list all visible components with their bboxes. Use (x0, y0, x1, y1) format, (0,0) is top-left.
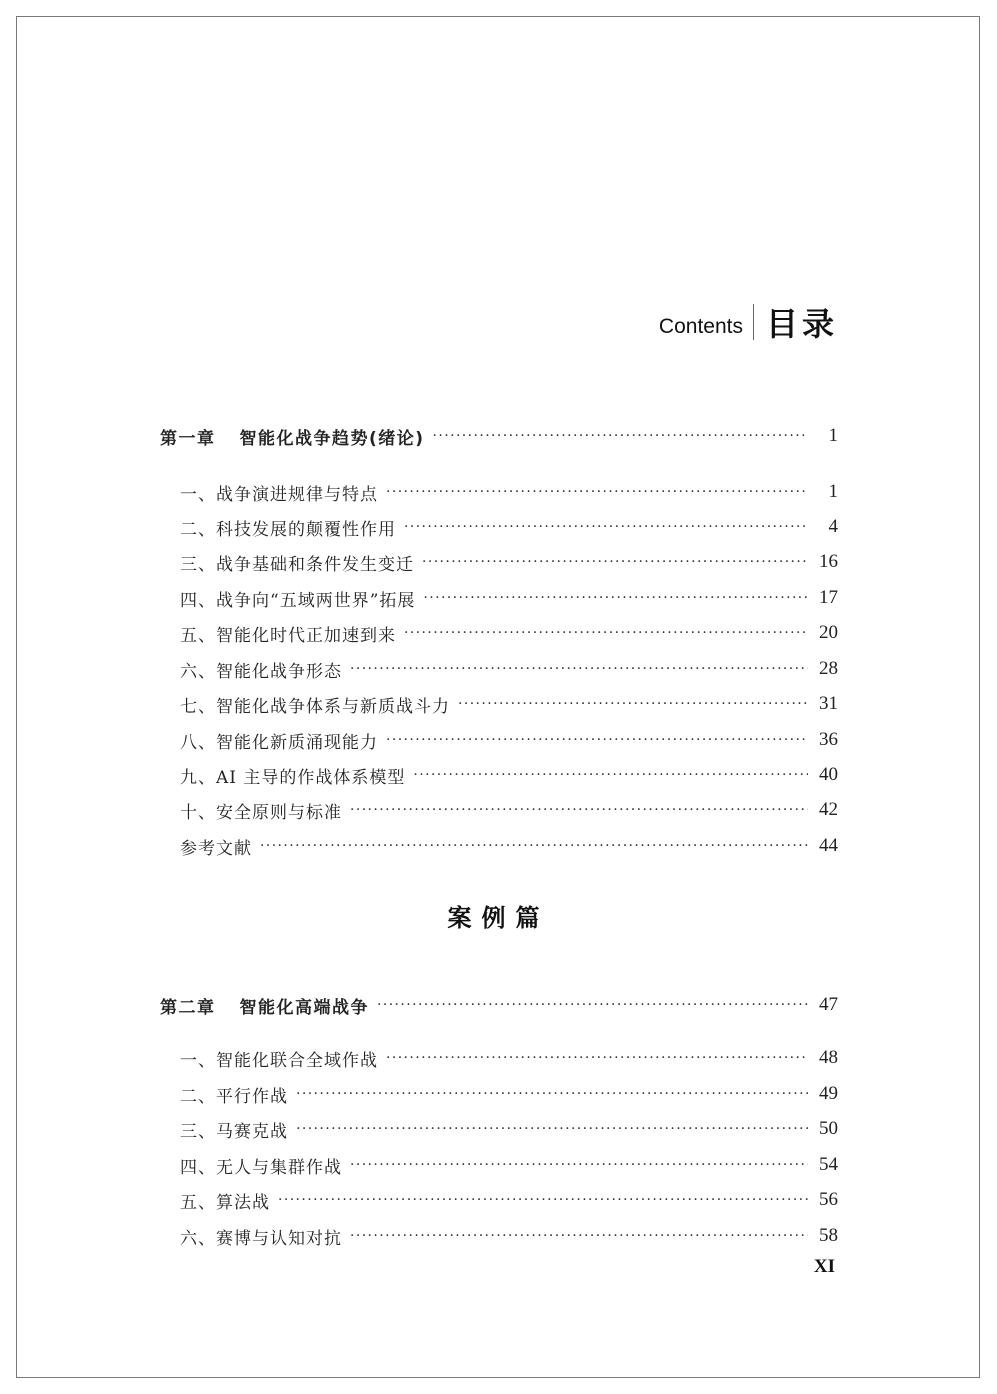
toc-item[interactable] (180, 1116, 838, 1142)
page-number: 1 (828, 425, 838, 446)
dot-leader (350, 1226, 808, 1246)
toc-item[interactable] (180, 797, 838, 823)
item-title: 五、智能化时代正加速到来 (180, 625, 396, 646)
toc-item[interactable] (180, 585, 838, 611)
item-title: 二、平行作战 (180, 1086, 288, 1107)
toc-chapter-2[interactable] (160, 992, 838, 1018)
dot-leader (350, 659, 808, 679)
item-title: 一、战争演进规律与特点 (180, 484, 378, 505)
header-chinese-title: 目录 (765, 305, 838, 343)
item-title: 一、智能化联合全域作战 (180, 1050, 378, 1071)
dot-leader (260, 836, 808, 856)
page-number: 56 (819, 1189, 838, 1210)
page-number: 44 (819, 835, 838, 856)
toc-chapter-1[interactable] (160, 423, 838, 449)
page-number: 49 (819, 1083, 838, 1104)
item-title: 七、智能化战争体系与新质战斗力 (180, 696, 450, 717)
toc-item[interactable] (180, 1187, 838, 1213)
page-folio: XI (813, 1256, 835, 1277)
dot-leader (423, 588, 808, 608)
item-title: 九、AI 主导的作战体系模型 (180, 767, 406, 788)
toc-item[interactable] (180, 1152, 838, 1178)
dot-leader (350, 1155, 808, 1175)
dot-leader (413, 765, 808, 785)
item-title: 六、赛博与认知对抗 (180, 1228, 342, 1249)
item-title: 二、科技发展的颠覆性作用 (180, 519, 396, 540)
dot-leader (296, 1084, 808, 1104)
chapter-title: 智能化高端战争 (239, 997, 369, 1018)
dot-leader (386, 1048, 808, 1068)
page-number: 47 (819, 994, 838, 1015)
page-number: 20 (819, 622, 838, 643)
chapter-number: 第一章 (160, 428, 216, 449)
toc-item[interactable] (180, 656, 838, 682)
toc-item-references[interactable] (180, 833, 838, 859)
page-number: 31 (819, 693, 838, 714)
header-english-title: Contents (658, 315, 743, 338)
page-number: 40 (819, 764, 838, 785)
toc-item[interactable] (180, 1045, 838, 1071)
toc-item[interactable] (180, 620, 838, 646)
dot-leader (386, 730, 808, 750)
toc-header (600, 298, 838, 343)
toc-item[interactable] (180, 1081, 838, 1107)
page-number: 16 (819, 551, 838, 572)
page-number: 50 (819, 1118, 838, 1139)
dot-leader (386, 482, 808, 502)
toc-item[interactable] (180, 727, 838, 753)
page-number: 42 (819, 799, 838, 820)
item-title: 八、智能化新质涌现能力 (180, 732, 378, 753)
item-title: 参考文献 (180, 838, 252, 859)
toc-item[interactable] (180, 1223, 838, 1249)
dot-leader (278, 1190, 808, 1210)
item-title: 三、战争基础和条件发生变迁 (180, 554, 414, 575)
page-number: 36 (819, 729, 838, 750)
page-number: 48 (819, 1047, 838, 1068)
page-number: 54 (819, 1154, 838, 1175)
chapter-heading (160, 424, 425, 449)
toc-item[interactable] (180, 479, 838, 505)
header-divider (753, 304, 754, 340)
page-number: 58 (819, 1225, 838, 1246)
dot-leader (377, 995, 808, 1015)
item-title: 五、算法战 (180, 1192, 270, 1213)
chapter-heading (160, 993, 369, 1018)
dot-leader (458, 694, 808, 714)
chapter-number: 第二章 (160, 997, 216, 1018)
dot-leader (433, 426, 808, 446)
dot-leader (296, 1119, 808, 1139)
dot-leader (422, 552, 808, 572)
part-title: 案例篇 (447, 904, 550, 932)
toc-item[interactable] (180, 691, 838, 717)
dot-leader (404, 517, 808, 537)
item-title: 三、马赛克战 (180, 1121, 288, 1142)
page-number: 1 (828, 481, 838, 502)
toc-item[interactable] (180, 514, 838, 540)
page-number: 4 (828, 516, 838, 537)
dot-leader (404, 623, 808, 643)
dot-leader (350, 800, 808, 820)
page-number: 28 (819, 658, 838, 679)
toc-item[interactable] (180, 549, 838, 575)
page-number: 17 (819, 587, 838, 608)
item-title: 四、战争向“五域两世界”拓展 (180, 590, 416, 611)
item-title: 六、智能化战争形态 (180, 661, 342, 682)
chapter-title: 智能化战争趋势(绪论) (239, 428, 425, 449)
item-title: 十、安全原则与标准 (180, 802, 342, 823)
toc-item[interactable] (180, 762, 838, 788)
item-title: 四、无人与集群作战 (180, 1157, 342, 1178)
